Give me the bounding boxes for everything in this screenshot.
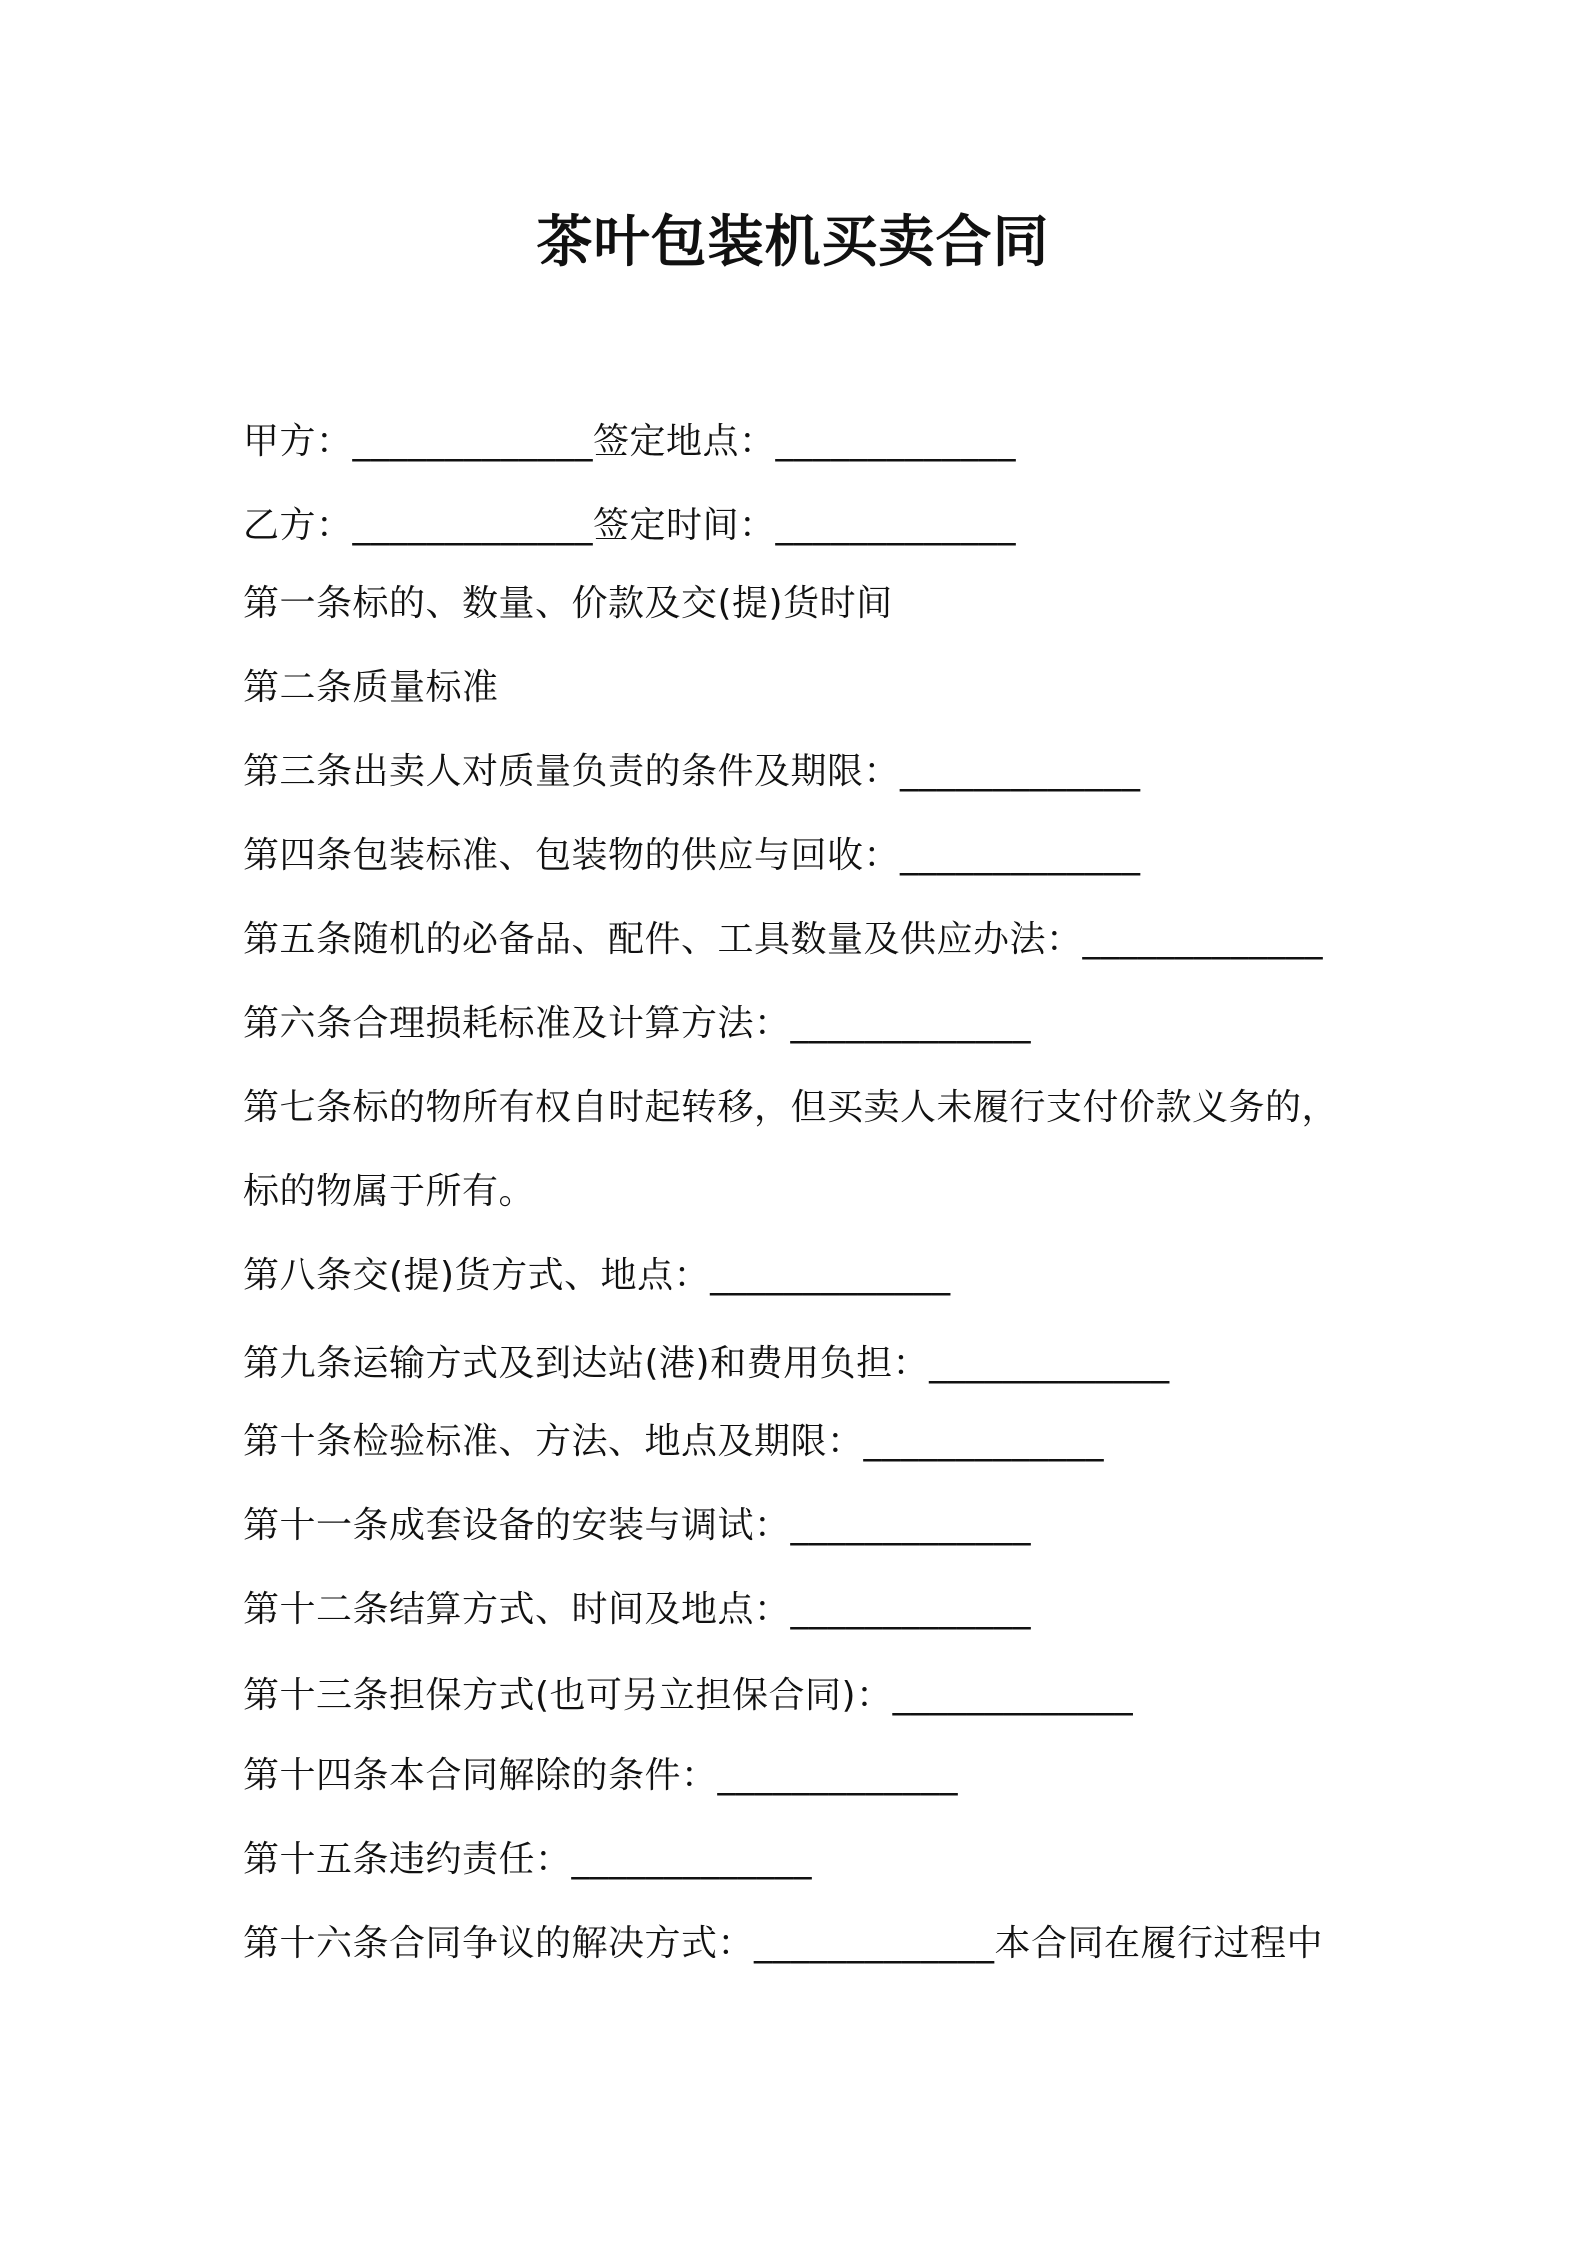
clause-16: 第十六条合同争议的解决方式：_____________本合同在履行过程中 bbox=[243, 1923, 1324, 1964]
clause-14: 第十四条本合同解除的条件：_____________ bbox=[243, 1755, 959, 1796]
clause-8: 第八条交(提)货方式、地点：_____________ bbox=[243, 1255, 951, 1296]
clause-4: 第四条包装标准、包装物的供应与回收：_____________ bbox=[243, 835, 1141, 876]
party-b-line: 乙方：_____________签定时间：_____________ bbox=[243, 505, 1017, 546]
clause-7: 第七条标的物所有权自时起转移，但买卖人未履行支付价款义务的， bbox=[243, 1087, 1339, 1128]
clause-1: 第一条标的、数量、价款及交(提)货时间 bbox=[243, 583, 893, 624]
clause-10: 第十条检验标准、方法、地点及期限：_____________ bbox=[243, 1421, 1105, 1462]
clause-13: 第十三条担保方式(也可另立担保合同)：_____________ bbox=[243, 1675, 1134, 1716]
party-a-line: 甲方：_____________签定地点：_____________ bbox=[243, 421, 1017, 462]
clause-11: 第十一条成套设备的安装与调试：_____________ bbox=[243, 1505, 1032, 1546]
clause-6: 第六条合理损耗标准及计算方法：_____________ bbox=[243, 1003, 1032, 1044]
clause-7-continued: 标的物属于所有。 bbox=[243, 1171, 536, 1212]
clause-12: 第十二条结算方式、时间及地点：_____________ bbox=[243, 1589, 1032, 1630]
clause-9: 第九条运输方式及到达站(港)和费用负担：_____________ bbox=[243, 1343, 1170, 1384]
document-title: 茶叶包装机买卖合同 bbox=[536, 210, 1050, 275]
clause-15: 第十五条违约责任：_____________ bbox=[243, 1839, 813, 1880]
clause-3: 第三条出卖人对质量负责的条件及期限：_____________ bbox=[243, 751, 1141, 792]
clause-2: 第二条质量标准 bbox=[243, 667, 499, 708]
clause-5: 第五条随机的必备品、配件、工具数量及供应办法：_____________ bbox=[243, 919, 1324, 960]
